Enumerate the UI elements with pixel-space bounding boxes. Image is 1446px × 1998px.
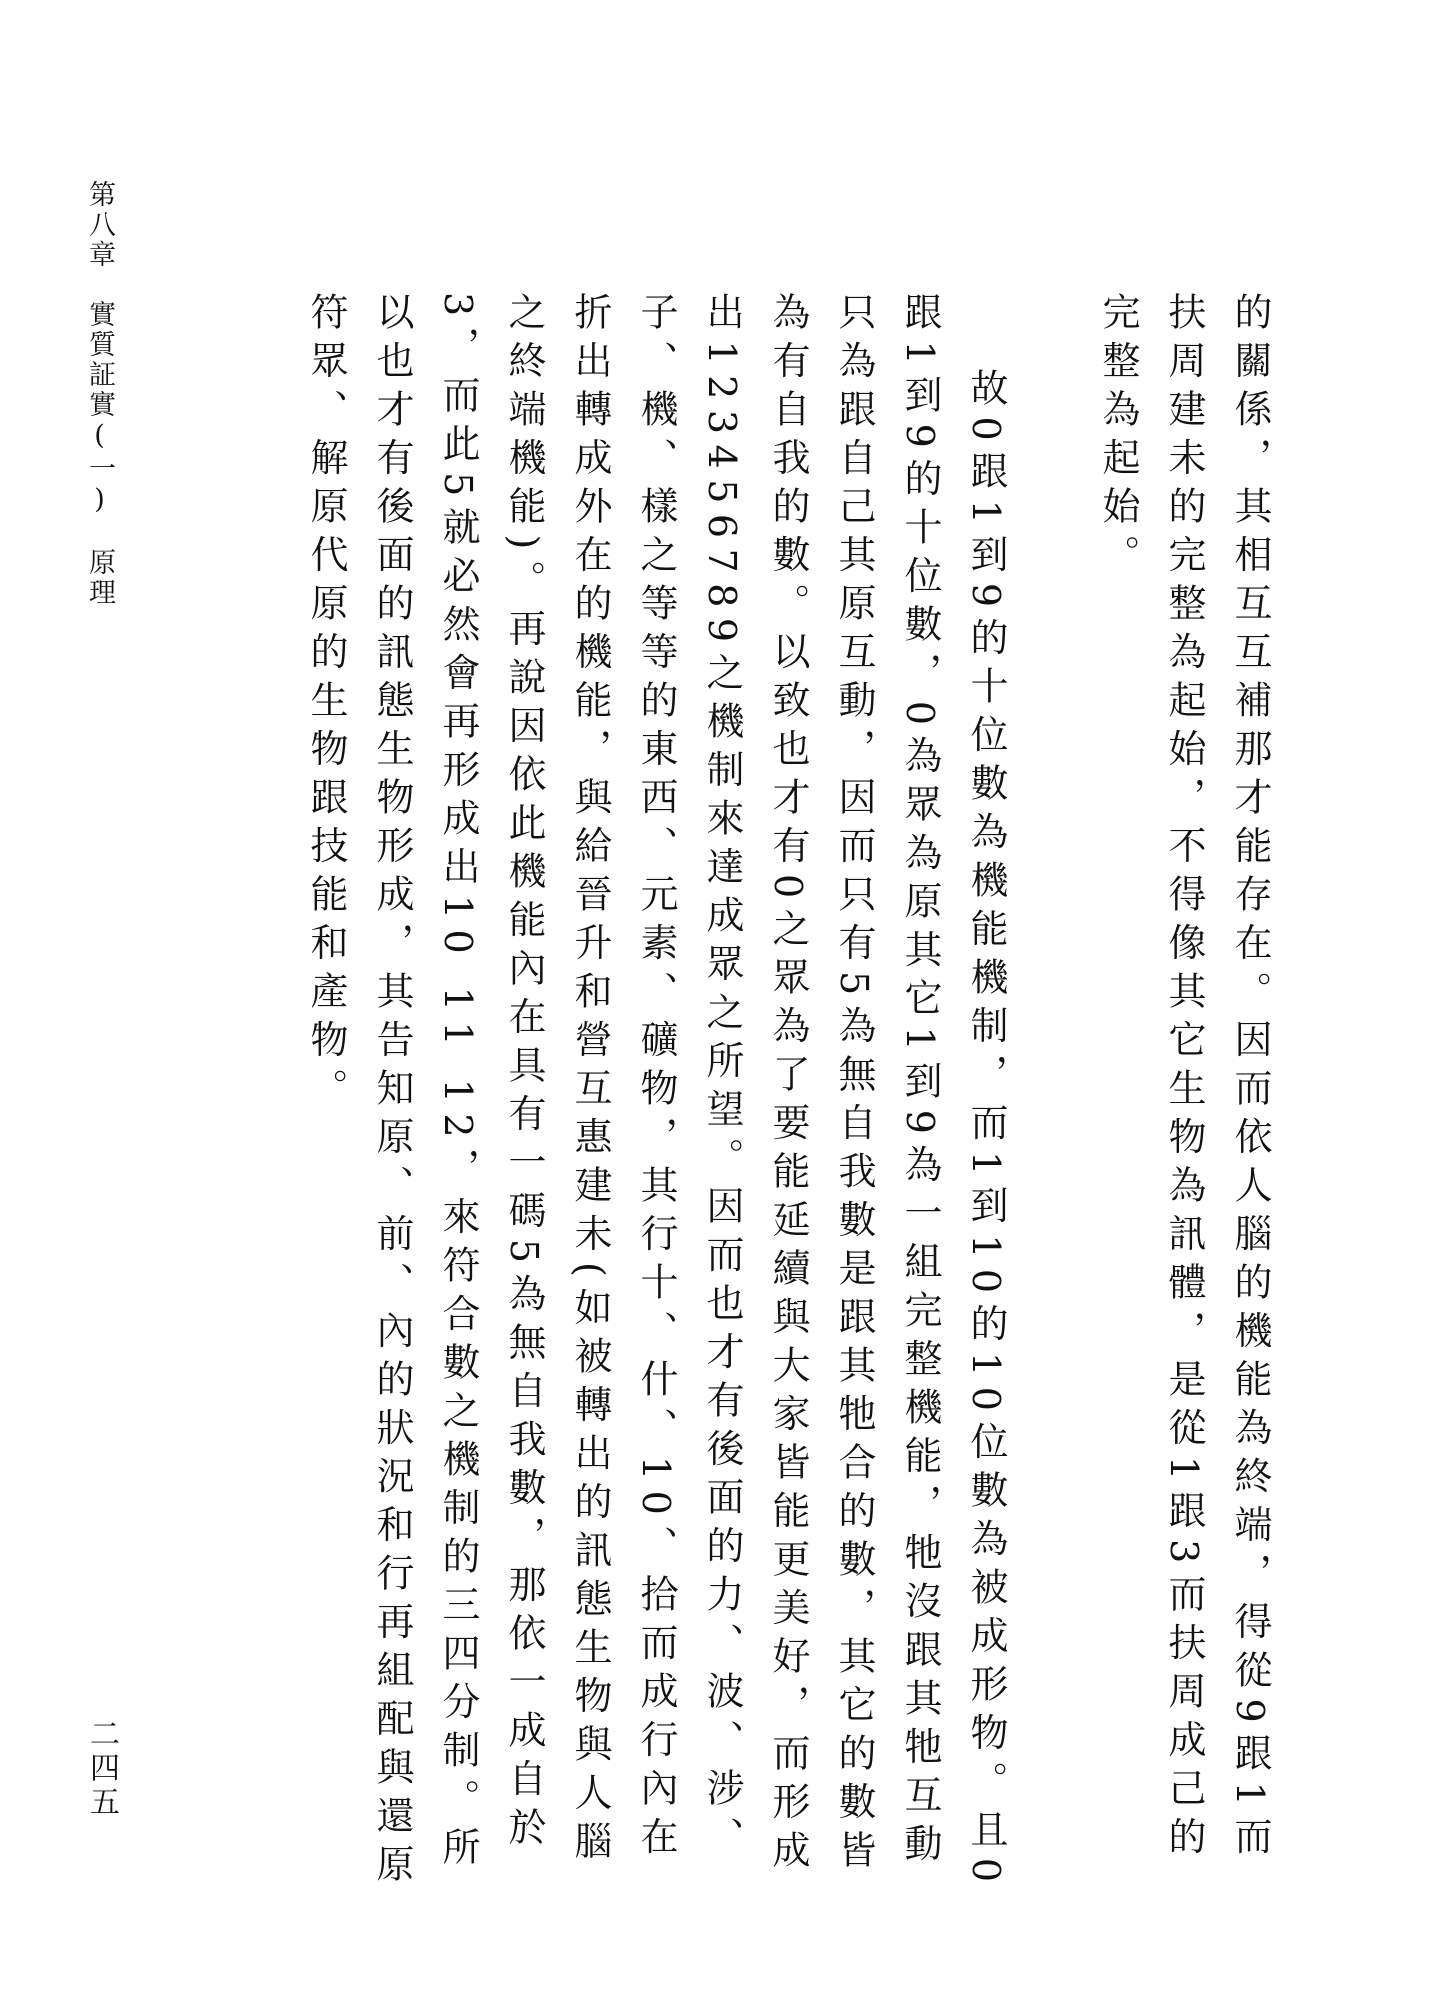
paragraph: 故0跟1到9的十位數為機能機制，而1到10的10位數為被成形物。且0跟1到9的十位數，0為眾為原其它1到9為一組完整機能，牠沒跟其牠互動只為跟自己其原互動，因而只有5為無自我數是跟其牠合的數，其它的數皆為有自我的數。以致也才有0之眾為了要能延續與大家皆能更美好，而形成出123456789之機制來達成眾之所望。因而也才有後面的力、波、涉、子、機、樣之等等的東西、元素、礦物，其行十、什、10、拾而成行內在折出轉成外在的機能，與給晉升和營互惠建未(如被轉出的訊態生物與人腦之終端機能)。再說因依此機能內在具有一碼5為無自我數，那依一成自於3，而此5就必然會再形成出10 11 12，來符合數之機制的三四分制。所以也才有後面的訊態生物形成，其告知原、前、內的狀況和行再組配與還原符眾、解原代原的生物跟技能和產物。 bbox=[304, 292, 1008, 1893]
paragraph-continued: 的關係，其相互互補那才能存在。因而依人腦的機能為終端，得從9跟1而扶周建未的完整為起始，不得像其它生物為訊體，是從1跟3而扶周成己的完整為起始。 bbox=[1096, 292, 1272, 1865]
running-header: 第八章 實質証實(一) 原理 bbox=[84, 180, 115, 608]
page-number: 二四五 bbox=[84, 1718, 119, 1820]
vertical-body-text bbox=[293, 292, 1283, 1912]
